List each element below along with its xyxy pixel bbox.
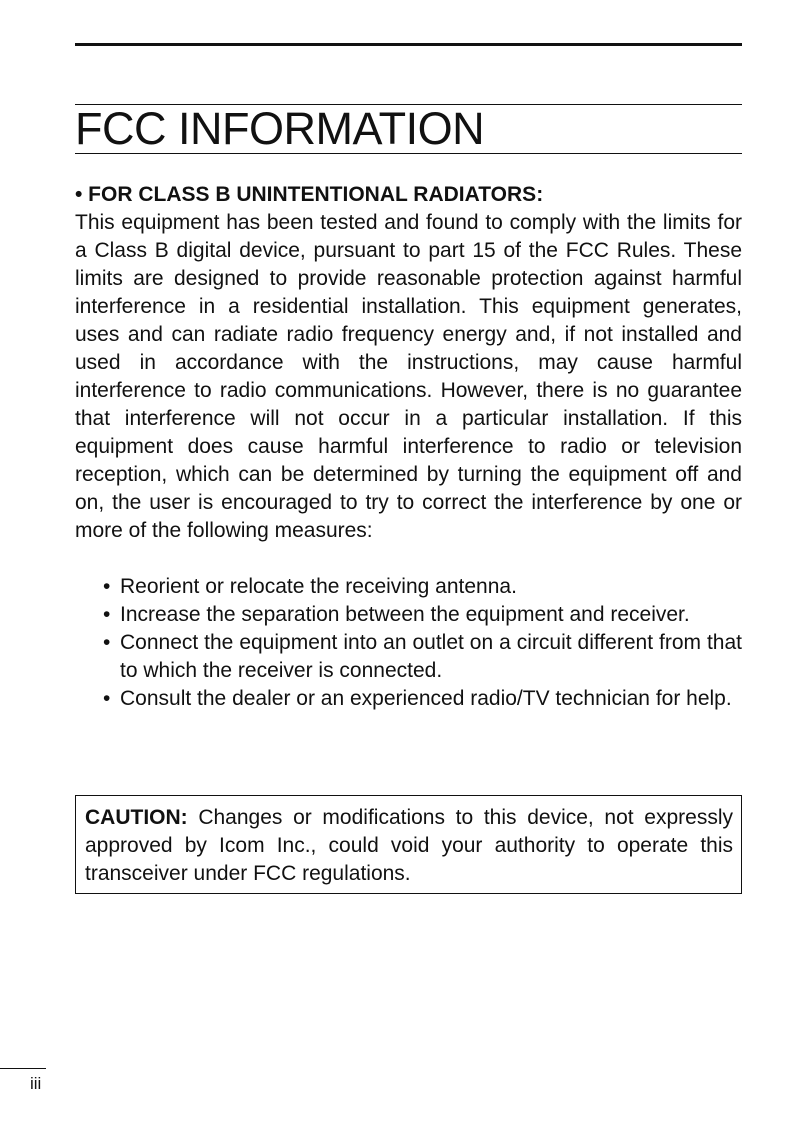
page-title: FCC INFORMATION	[75, 104, 742, 154]
bullet-icon: •	[103, 687, 111, 710]
measures-list	[75, 573, 742, 713]
list-item	[75, 629, 742, 685]
measure-text: Increase the separation between the equipment and receiver.	[120, 603, 690, 626]
fcc-section	[75, 181, 742, 713]
page-number: iii	[30, 1074, 42, 1093]
bullet-icon: •	[103, 603, 111, 626]
measure-text: Consult the dealer or an experienced radio/TV technician for help.	[120, 687, 732, 710]
list-item	[75, 573, 742, 601]
measure-text: Reorient or relocate the receiving antenna.	[120, 575, 517, 598]
caution-text: Changes or modifications to this device, not expressly approved by Icom Inc., could void your authority to operate this transceiver under FCC regulations.	[85, 806, 733, 885]
footer-rule	[0, 1068, 46, 1069]
list-item	[75, 685, 742, 713]
bullet-icon: •	[103, 631, 111, 654]
list-item	[75, 601, 742, 629]
caution-box	[75, 795, 742, 894]
measure-text: Connect the equipment into an outlet on a circuit different from that to which the receiver is connected.	[120, 631, 742, 682]
section-heading: • FOR CLASS B UNINTENTIONAL RADIATORS:	[75, 183, 544, 206]
top-divider	[75, 43, 742, 46]
bullet-icon: •	[103, 575, 111, 598]
section-body: This equipment has been tested and found to comply with the limits for a Class B digital device, pursuant to part 15 of the FCC Rules. These limits are designed to provide reasonable protection against harmful interference in a residential installation. This equipment generates, uses and can radiate radio frequency energy and, if not installed and used in accordance with the instructions, may cause harmful interference to radio communications. However, there is no guarantee that interference will not occur in a particular installation. If this equipment does cause harmful interference to radio or television reception, which can be determined by turning the equipment off and on, the user is encouraged to try to correct the interference by one or more of the following measures:	[75, 211, 742, 542]
caution-label: CAUTION:	[85, 806, 188, 829]
